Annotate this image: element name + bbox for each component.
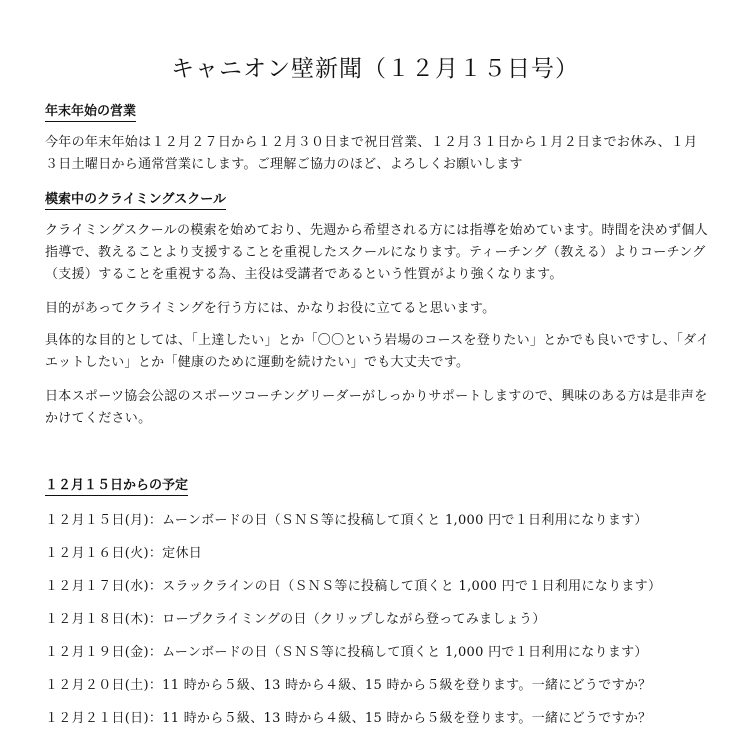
school-paragraph-3: 具体的な目的としては、「上達したい」とか「〇〇という岩場のコースを登りたい」とかでも良いですし、「ダイエットしたい」とか「健康のために運動を続けたい」でも大丈夫です。 [45, 333, 710, 370]
school-paragraph-4: 日本スポーツ協会公認のスポーツコーチングリーダーがしっかりサポートしますので、興味のある方は是非声をかけてください。 [45, 389, 708, 426]
heading-climbing-school: 模索中のクライミングスクール [45, 192, 226, 210]
holiday-hours-paragraph: 今年の年末年始は１２月２７日から１２月３０日まで祝日営業、１２月３１日から１月２日までお休み、１月３日土曜日から通常営業にします。ご理解ご協力のほど、よろしくお願いします [45, 135, 698, 172]
schedule-item: １２月１５日(月)：ムーンボードの日（ＳＮＳ等に投稿して頂くと 1,000 円で１日利用になります） [45, 513, 648, 528]
heading-schedule: １２月１５日からの予定 [45, 478, 188, 496]
schedule-item: １２月１８日(木)：ロープクライミングの日（クリップしながら登ってみましょう） [45, 612, 546, 627]
schedule-item: １２月１９日(金)：ムーンボードの日（ＳＮＳ等に投稿して頂くと 1,000 円で１日利用になります） [45, 645, 648, 660]
heading-holiday-hours: 年末年始の営業 [45, 104, 136, 122]
schedule-item: １２月２１日(日)：11 時から５級、13 時から４級、15 時から５級を登ります。一緒にどうですか？ [45, 711, 652, 726]
school-paragraph-2: 目的があってクライミングを行う方には、かなりお役に立てると思います。 [45, 301, 496, 316]
school-paragraph-1: クライミングスクールの模索を始めており、先週から希望される方には指導を始めています。時間を決めず個人指導で、教えることより支援することを重視したスクールになります。ティーチング（教える）よりコーチング（支援）することを重視する為、主役は受講者であるという性質がより強くなります。 [45, 223, 708, 282]
schedule-item: １２月２０日(土)：11 時から５級、13 時から４級、15 時から５級を登ります。一緒にどうですか？ [45, 678, 652, 693]
page-title: キャニオン壁新聞（１２月１５日号） [171, 56, 579, 82]
schedule-item: １２月１６日(火)：定休日 [45, 546, 203, 561]
schedule-item: １２月１７日(水)：スラックラインの日（ＳＮＳ等に投稿して頂くと 1,000 円で１日利用になります） [45, 579, 662, 594]
